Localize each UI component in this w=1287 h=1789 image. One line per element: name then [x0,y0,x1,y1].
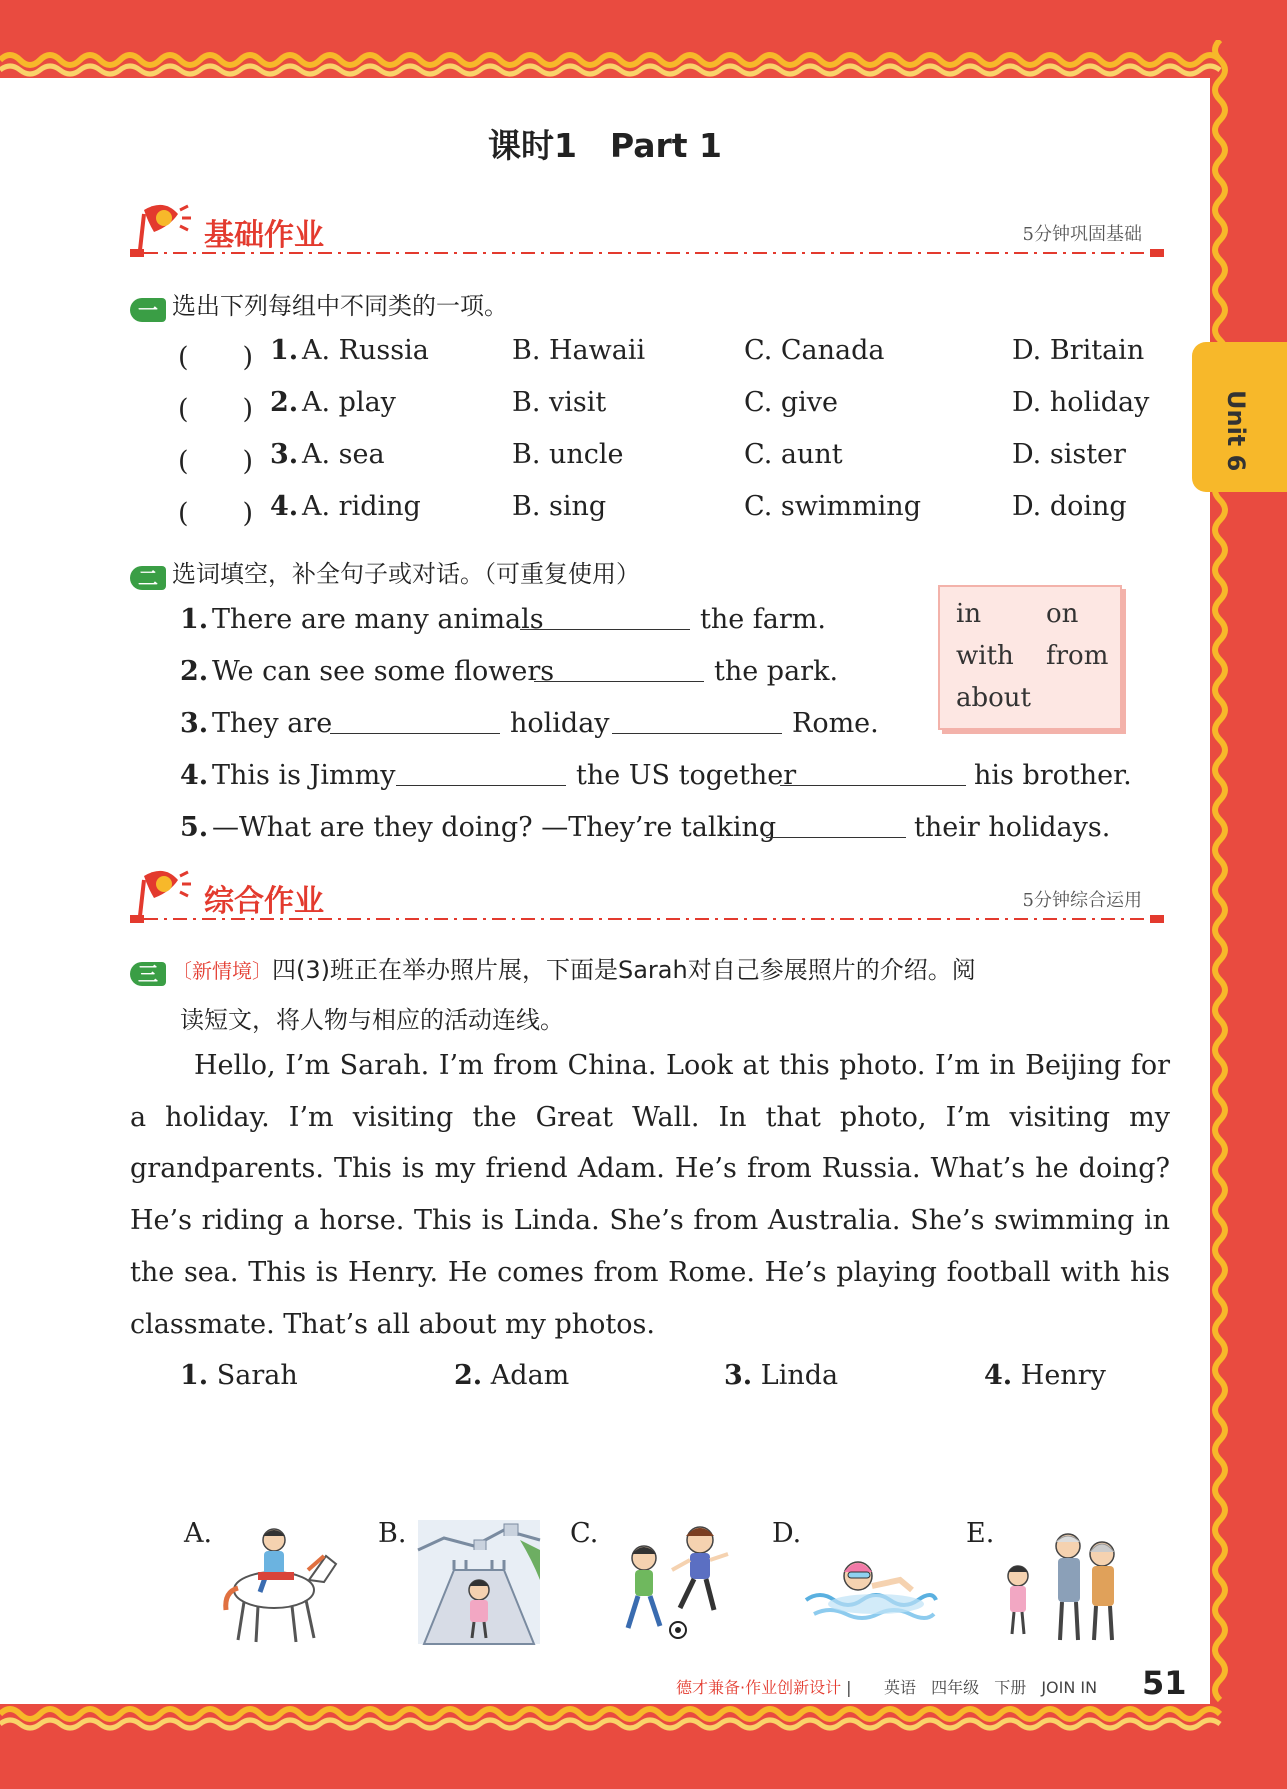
option-c: C. aunt [744,439,843,470]
option-a: A. play [302,387,396,418]
option-c: C. swimming [744,491,921,522]
sentence-text: the US together [576,760,797,791]
q2-instruction: 选词填空，补全句子或对话。（可重复使用） [172,560,640,588]
picture-label: B. [378,1518,407,1549]
item-number: 4. [270,491,299,522]
bottom-wave-border [0,1700,1287,1740]
sentence-text: the park. [714,656,839,687]
right-wave-border [1208,40,1238,1710]
q3-instruction: 四(3)班正在举办照片展，下面是Sarah对自己参展照片的介绍。阅 [272,956,976,984]
reading-passage [130,1040,1170,1350]
sentence-number: 3. [180,708,209,739]
sentence-text: his brother. [974,760,1132,791]
q1-instruction: 选出下列每组中不同类的一项。 [172,292,508,320]
fill-blank[interactable] [534,658,704,682]
picture-label: C. [570,1518,599,1549]
q3-heading [130,950,1180,986]
q2-badge: 二 [130,566,166,590]
section-comprehensive-tag: 5分钟综合运用 [1022,890,1142,911]
top-wave-border [0,40,1287,80]
fill-blank[interactable] [330,710,500,734]
sentence-text: the farm. [700,604,826,635]
person-item[interactable] [724,1360,838,1391]
section-basic-header [130,200,1170,260]
person-name: Adam [490,1360,570,1391]
fill-blank[interactable] [766,814,906,838]
great-wall-illustration[interactable] [414,1510,544,1650]
person-item[interactable] [180,1360,298,1391]
sentence-text: Rome. [792,708,879,739]
sentence-text: This is Jimmy [212,760,396,791]
sentence-text: their holidays. [914,812,1111,843]
option-c: C. give [744,387,839,418]
person-number: 2. [454,1360,483,1391]
fill-blank[interactable] [612,710,782,734]
sentence-text: There are many animals [212,604,544,635]
option-b: B. visit [512,387,607,418]
option-c: C. Canada [744,335,885,366]
section-divider [130,914,1170,924]
fill-blank[interactable] [780,762,966,786]
item-number: 3. [270,439,299,470]
sentence-text: We can see some flowers [212,656,555,687]
sentence-number: 2. [180,656,209,687]
person-name: Sarah [216,1360,298,1391]
footer-edition: JOIN IN [1041,1678,1098,1697]
picture-label: A. [184,1518,213,1549]
footer-brand: 德才兼备·作业创新设计 | [676,1678,852,1697]
option-a: A. Russia [302,335,429,366]
page-title: 课时1 Part 1 [487,126,723,165]
footer-grade: 四年级 [931,1678,980,1697]
word-bank-word: on [1046,599,1079,629]
word-bank-word: with [956,641,1014,671]
swimming-illustration[interactable] [800,1510,940,1650]
option-b: B. uncle [512,439,624,470]
sentence-text: They are [212,708,333,739]
person-item[interactable] [454,1360,569,1391]
item-number: 2. [270,387,299,418]
option-d: D. sister [1012,439,1126,470]
q3-badge: 三 [130,962,166,986]
page-number: 51 [1142,1664,1187,1702]
sentence-text: holiday [510,708,610,739]
fill-blank[interactable] [396,762,566,786]
word-bank [938,585,1122,730]
picture-label: D. [772,1518,802,1549]
sentence-text: —What are they doing? —They’re talking [212,812,777,843]
person-name: Linda [760,1360,839,1391]
footer-volume: 下册 [994,1678,1027,1697]
option-d: D. doing [1012,491,1127,522]
item-number: 1. [270,335,299,366]
unit-tab-label: Unit 6 [1222,390,1250,472]
option-a: A. sea [302,439,385,470]
section-basic-tag: 5分钟巩固基础 [1022,224,1142,245]
answer-paren[interactable]: ( ) [178,394,254,425]
football-illustration[interactable] [610,1510,740,1650]
sentence-number: 5. [180,812,209,843]
footer-subject: 英语 [884,1678,917,1697]
q2-heading [130,554,640,590]
footer-brand-text: 德才兼备·作业创新设计 [676,1678,842,1697]
person-name: Henry [1020,1360,1106,1391]
horse-riding-illustration[interactable] [214,1510,344,1650]
person-number: 1. [180,1360,209,1391]
q3-instruction-cont: 读短文，将人物与相应的活动连线。 [180,1006,564,1034]
person-number: 3. [724,1360,753,1391]
q3-context-tag: 〔新情境〕 [172,959,272,983]
sentence-number: 4. [180,760,209,791]
option-b: B. Hawaii [512,335,646,366]
picture-label: E. [966,1518,995,1549]
section-comprehensive-header [130,866,1170,926]
section-comprehensive-label: 综合作业 [204,884,324,919]
answer-paren[interactable]: ( ) [178,446,254,477]
q1-heading [130,286,508,322]
word-bank-word: from [1046,641,1109,671]
grandparents-illustration[interactable] [996,1510,1126,1650]
person-item[interactable] [984,1360,1106,1391]
section-divider [130,248,1170,258]
section-basic-label: 基础作业 [204,218,324,253]
footer-info [884,1675,1107,1698]
unit-tab [1192,342,1287,492]
word-bank-word: in [956,599,982,629]
option-d: D. holiday [1012,387,1150,418]
person-number: 4. [984,1360,1013,1391]
fill-blank[interactable] [520,606,690,630]
q1-badge: 一 [130,298,166,322]
answer-paren[interactable]: ( ) [178,342,254,373]
option-a: A. riding [302,491,421,522]
passage-text: Hello, I’m Sarah. I’m from China. Look at this photo. I’m in Beijing for a holiday. I’m visiting the Great Wall. In that photo, I’m visiting my grandparents. This is my friend Adam. He’s from Russia. What’s he doing? He’s riding a horse. This is Linda. She’s from Australia. She’s swimming in the sea. This is Henry. He comes from Rome. He’s playing football with his classmate. That’s all about my photos. [130,1050,1170,1340]
sentence-number: 1. [180,604,209,635]
option-b: B. sing [512,491,607,522]
answer-paren[interactable]: ( ) [178,498,254,529]
option-d: D. Britain [1012,335,1145,366]
word-bank-word: about [956,683,1031,713]
